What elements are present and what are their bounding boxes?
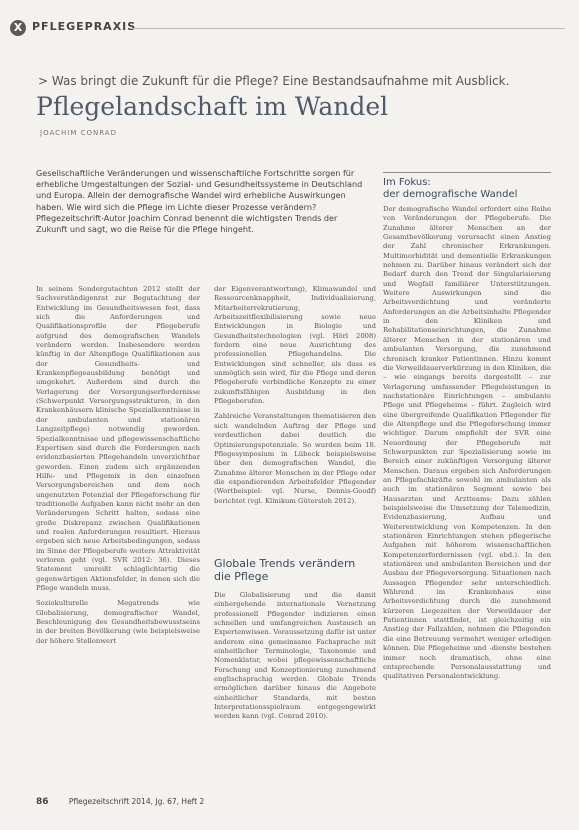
section-header — [10, 20, 565, 38]
body-paragraph: Soziokulturelle Megatrends wie Globalisierung, demografischer Wandel, Beschleunigung des Gesundheitsbewusstseins in der breiten Bevölkerung (wie beispielsweise der höhere Stellenwert — [36, 599, 200, 645]
body-paragraph: der Eigenverantwortung), Klimawandel und Ressourcenknappheit, Individualisierung, Mitarbeiterrekrutierung, Arbeitszeitflexibilisierung sowie neue Entwicklungen in Biologie und Gesundheitstechnologien (vgl. Hörl 2008) fordern eine neue Ausrichtung des professionellen Pflegehandelns. Die Entwicklungen sind schneller, als dass es unmöglich sein wird, für die Pflege und deren Pflegeberufe verbindliche Konzepte zu einer zukunftsfähigen Ausbildung in den Pflegeberufen. — [214, 285, 376, 406]
body-column-2 — [214, 285, 376, 535]
page-number: 86 — [36, 797, 49, 807]
body-paragraph: Die Globalisierung und die damit einhergehende internationale Vernetzung professionell Pflegender indizieren einen schnellen und umfangreichen Austausch an Expertenwissen. Voraussetzung dafür ist unter anderem eine gemeinsame Fachsprache mit einheitlicher Terminologie, Taxonomie und Nomenklatur, wobei pflegewissenschaftliche Forschung und Konzeptionierung zunehmend englischsprachig werden. Globale Trends ermöglichen darüber hinaus die Angebote einheitlicher Standards, mit besten Interpretationsspielraum entgegengewirkt werden kann (vgl. Conrad 2010). — [214, 591, 376, 721]
article-author: JOACHIM CONRAD — [40, 129, 117, 137]
sidebar-heading-line-1: Im Fokus: — [383, 177, 431, 188]
body-paragraph: In seinem Sondergutachten 2012 stellt der Sachverständigenrat zur Begutachtung der Entwicklung im Gesundheitswesen fest, dass sich die Anforderungen und Qualifikationsprofile der Pflegeberufe aufgrund des demografischen Wandels verändern werden. Insbesondere werden künftig in der Altenpflege Qualifikationen aus der Gesundheits- und Krankenpflegeausbildung benötigt und umgekehrt. Außerdem sind durch die Verlagerung der Versorgungserfordernisse (Schwerpunkt Versorgungsstrukturen, in den Krankenhäusern klinische Spezialkenntnisse in der ambulanten und stationären Langzeitpflege) notwendig geworden. Spezialkenntnisse und pflegewissenschaftliche Expertisen sind durch die Forderungen nach evidenzbasierten Pflegehandeln unverzichtbar geworden. Einen zudem sich ergänzenden Hilfe- und Pflegemix in den einzelnen Versorgungsbereichen und dem noch ungenutzten Potenzial der Pflegeforschung für traditionelle Aufgaben kann nicht mehr an den Veränderungen Schritt halten, sodass eine große Diskrepanz zwischen Qualifikationen und realen Anforderungen resultiert. Hieraus ergeben sich neue Arbeitsbedingungen, sodass im Sinne der Pflegeberufe weitere Attraktivität verloren geht (vgl. SVR 2012: 36). Dieses Statement umreißt schlaglichtartig die gegenwärtigen Aktionsfelder, in denen sich die Pflege wandeln muss. — [36, 285, 200, 592]
article-kicker: > Was bringt die Zukunft für die Pflege? Eine Bestandsaufnahme mit Ausblick. — [38, 74, 510, 88]
article-title: Pflegelandschaft im Wandel — [36, 92, 389, 121]
page-footer — [36, 797, 556, 807]
footer-citation: Pflegezeitschrift 2014, Jg. 67, Heft 2 — [68, 797, 205, 806]
lead-paragraph: Gesellschaftliche Veränderungen und wissenschaftliche Fortschritte sorgen für erhebliche Umgestaltungen der Sozial- und Gesundheitssysteme in Deutschland und Europa. Allein der demografische Wandel wird erhebliche Auswirkungen haben. Wie wird sich die Pflege im Lichte dieser Prozesse verändern? Pflegezeitschrift-Autor Joachim Conrad benennt die wichtigsten Trends der Zukunft und sagt, wo die Reise für die Pflege hingeht. — [36, 168, 363, 235]
header-divider — [130, 28, 565, 29]
body-column-1 — [36, 285, 200, 750]
subheading-global-trends: Globale Trends verändern die Pflege — [214, 557, 356, 583]
section-badge-icon: X — [10, 20, 26, 36]
sidebar-box — [383, 172, 551, 752]
sidebar-divider — [383, 172, 551, 173]
sidebar-body: Der demografische Wandel erfordert eine Reihe von Veränderungen der Pflegeberufe. Die Zunahme älterer Menschen an der Gesamtbevölkerung verursacht einen Anstieg der Zahl chronischer Erkrankungen. Multimorbidität und dementielle Erkrankungen nehmen zu. Darüber hinaus verändert sich der Bedarf durch den Trend der Singularisierung und Wegfall familiärer Unterstützungen. Weitere Auswirkungen sind die Arbeitsverdichtung und veränderte Anforderungen an die Arbeitsinhalte Pflegender in den Kliniken und Rehabilitationseinrichtungen, die Zunahme älterer Menschen in der stationären und ambulanten Versorgung, die zunehmend chronisch kranker Patientinnen. Hinzu kommt die Verweildauerverkürzung in den Kliniken, die – wie eingangs bereits dargestellt – zur Verlagerung umfassender Pflegeleistungen in nachstationäre Einrichtungen – ambulante Pflege und Pflegeheime – führt. Zugleich wird eine übergreifende Qualifikation Pflegender für die Altenpflege und die Pflegeforschung immer wichtiger. Darum empfiehlt der SVR eine Neuordnung der Pflegeberufe mit Schwerpunkten zur Spezialisierung sowie im Bereich einer zukünftigen Versorgung älterer Menschen. Daraus ergeben sich Anforderungen an Pflegefachkräfte sowohl im ambulanten als auch im stationären Segment sowie bei Hausarzten und Arztteams: Dazu zählen beispielsweise die Umsetzung der Telemedizin, Evidenzbasierung, Aufbau und Weiterentwicklung von Kompetenzen. In den stationären Einrichtungen stehen pflegerische Aufgaben mit höherem wissenschaftlichen Kompetenzerfordernissen (vgl. ebd.). In den stationären und ambulanten Bereichen und der Ausbau der Pflegeversorgung. Situationen nach Aussagen Pflegender sehr unterschiedlich. Während im Krankenhaus eine Arbeitsverdichtung durch die zunehmend kürzeren Liegezeiten der Verweildauer der Patientinnen stattfindet, ist gleichzeitig ein Anstieg der Fallzahlen, nehmen die Pflegenden die eine Betreuung vermehrt weniger erledigen können. Die Pflegeheime und -dienste bestehen immer noch dramatisch, ohne eine entsprechende Personalausstattung und qualitativen Personalentwicklung. — [383, 205, 551, 681]
article-lead — [36, 168, 368, 235]
body-column-2-continued — [214, 591, 376, 748]
sidebar-heading — [383, 177, 551, 201]
body-paragraph: Zahlreiche Veranstaltungen thematisieren den sich wandelnden Auftrag der Pflege und verdeutlichen dabei deutlich die Optimierungspotenziale. So wurden beim 18. Pflegesymposium in Lübeck beispielsweise über den demografischen Wandel, die Zunahme älterer Menschen in der Pflege oder die expandierenden Arbeitsfelder Pflegender (Wortbeispiel: vgl. Nurse, Dennis-Goodf) berichtet (vgl. Klinikum Gütersloh 2012). — [214, 412, 376, 505]
section-label: PFLEGEPRAXIS — [32, 20, 137, 33]
sidebar-heading-line-2: der demografische Wandel — [383, 189, 518, 200]
